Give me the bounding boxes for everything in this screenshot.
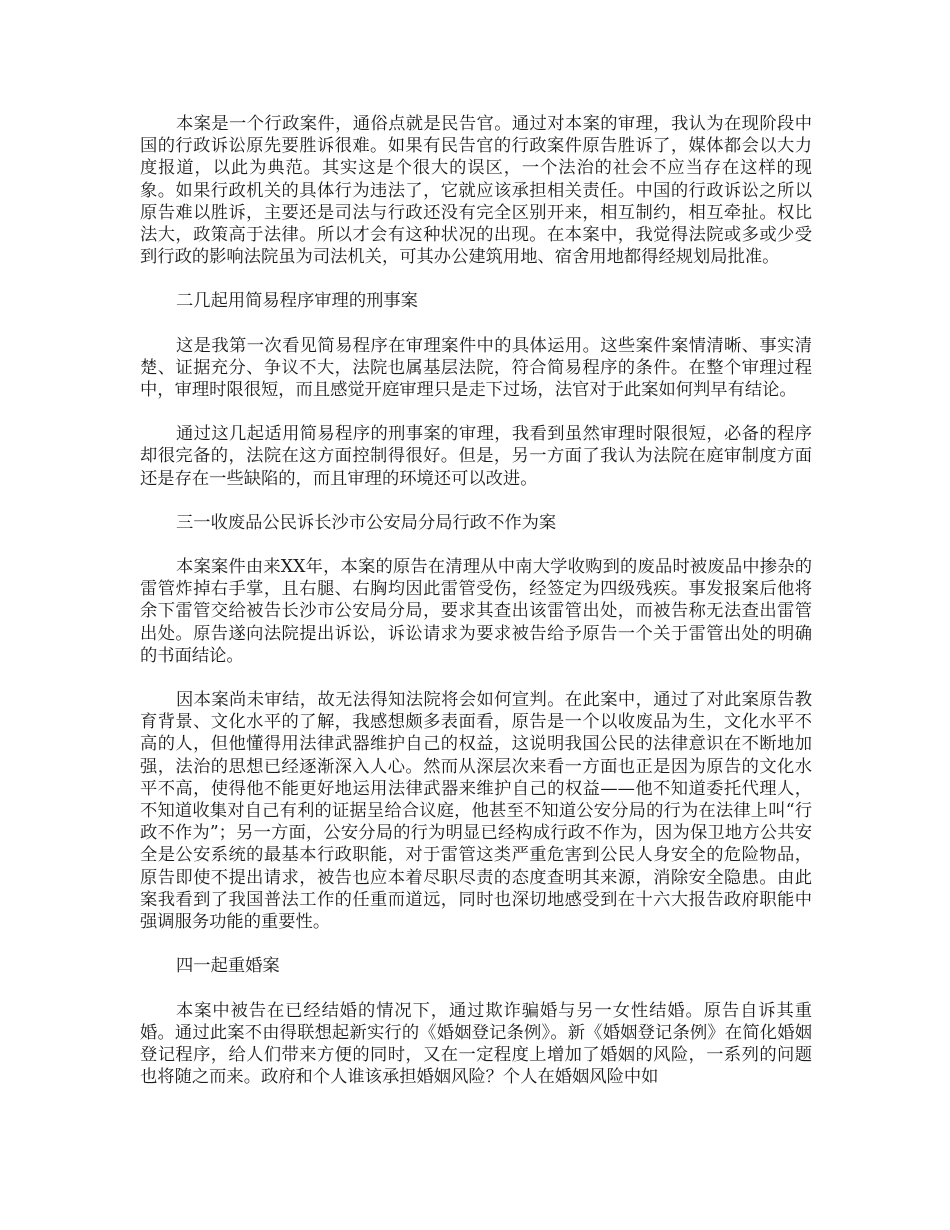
section-heading-bigamy-case: 四一起重婚案 xyxy=(176,956,280,977)
paragraph-bigamy-case: 本案中被告在已经结婚的情况下，通过欺诈骗婚与另一女性结婚。原告自诉其重婚。通过此案不由得联想起新实行的《婚姻登记条例》。新《婚姻登记条例》在简化婚姻登记程序，给人们带来方便的同时，又在一定程度上增加了婚姻的风险，一系列的问题也将随之而来。政府和个人谁该承担婚姻风险？个人在婚姻风险中如 xyxy=(140,1000,812,1088)
section-heading-summary-procedure: 二几起用简易程序审理的刑事案 xyxy=(176,291,418,312)
document-page xyxy=(140,113,812,1110)
paragraph-inaction-case-reflection: 因本案尚未审结，故无法得知法院将会如何宣判。在此案中，通过了对此案原告教育背景、文化水平的了解，我感想颇多表面看，原告是一个以收废品为生，文化水平不高的人，但他懂得用法律武器维护自己的权益，这说明我国公民的法律意识在不断地加强，法治的思想已经逐渐深入人心。然而从深层次来看一方面也正是因为原告的文化水平不高，使得他不能更好地运用法律武器来维护自己的权益——他不知道委托代理人，不知道收集对自己有利的证据呈给合议庭，他甚至不知道公安分局的行为在法律上叫“行政不作为”；另一方面，公安分局的行为明显已经构成行政不作为，因为保卫地方公共安全是公安系统的最基本行政职能，对于雷管这类严重危害到公民人身安全的危险物品，原告即使不提出请求，被告也应本着尽职尽责的态度查明其来源，消除安全隐患。由此案我看到了我国普法工作的任重而道远，同时也深切地感受到在十六大报告政府职能中强调服务功能的重要性。 xyxy=(140,690,812,933)
paragraph-summary-procedure-observation: 这是我第一次看见简易程序在审理案件中的具体运用。这些案件案情清晰、事实清楚、证据充分、争议不大，法院也属基层法院，符合简易程序的条件。在整个审理过程中，审理时限很短，而且感觉开庭审理只是走下过场，法官对于此案如何判早有结论。 xyxy=(140,335,812,401)
section-heading-inaction-case: 三一收废品公民诉长沙市公安局分局行政不作为案 xyxy=(176,512,557,533)
paragraph-inaction-case-facts: 本案案件由来XX年，本案的原告在清理从中南大学收购到的废品时被废品中掺杂的雷管炸掉右手掌，且右腿、右胸均因此雷管受伤，经签定为四级残疾。事发报案后他将余下雷管交给被告长沙市公安局分局，要求其查出该雷管出处，而被告称无法查出雷管出处。原告遂向法院提出诉讼，诉讼请求为要求被告给予原告一个关于雷管出处的明确的书面结论。 xyxy=(140,557,812,666)
paragraph-summary-procedure-reflection: 通过这几起适用简易程序的刑事案的审理，我看到虽然审理时限很短，必备的程序却很完备的，法院在这方面控制得很好。但是，另一方面了我认为法院在庭审制度方面还是存在一些缺陷的，而且审理的环境还可以改进。 xyxy=(140,424,812,489)
paragraph-administrative-case-reflection: 本案是一个行政案件，通俗点就是民告官。通过对本案的审理，我认为在现阶段中国的行政诉讼原先要胜诉很难。如果有民告官的行政案件原告胜诉了，媒体都会以大力度报道，以此为典范。其实这是个很大的误区，一个法治的社会不应当存在这样的现象。如果行政机关的具体行为违法了，它就应该承担相关责任。中国的行政诉讼之所以原告难以胜诉，主要还是司法与行政还没有完全区别开来，相互制约，相互牵扯。权比法大，政策高于法律。所以才会有这种状况的出现。在本案中，我觉得法院或多或少受到行政的影响法院虽为司法机关，可其办公建筑用地、宿舍用地都得经规划局批准。 xyxy=(140,114,812,268)
